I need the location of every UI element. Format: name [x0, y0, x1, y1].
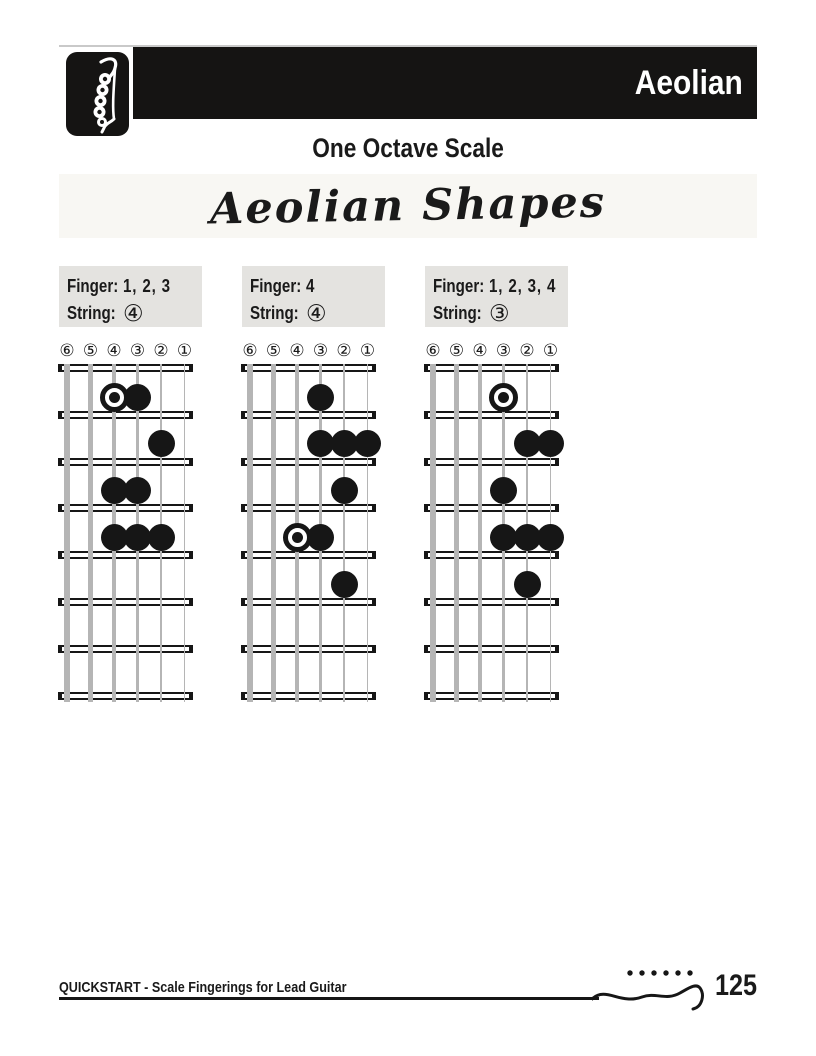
fret-wire	[242, 692, 375, 700]
fret-wire	[59, 411, 192, 419]
fret-wire	[59, 458, 192, 466]
string-number: ⑥	[242, 341, 258, 361]
fret-wire	[242, 411, 375, 419]
string-line	[343, 364, 346, 702]
fret-wire	[242, 551, 375, 559]
fingering-label-box	[59, 266, 202, 327]
fret-wire	[242, 598, 375, 606]
string-numbers	[59, 341, 192, 361]
string-number: ④	[289, 341, 305, 361]
script-title-band	[59, 174, 757, 238]
fret-wire	[425, 504, 558, 512]
chapter-header-bar	[133, 47, 757, 119]
nut	[59, 364, 192, 372]
string-row	[67, 300, 194, 327]
note-dot	[537, 430, 564, 457]
string-label: String:	[67, 303, 116, 323]
page-number: 125	[714, 969, 757, 1002]
string-number: ③	[495, 341, 512, 361]
note-dot	[124, 384, 151, 411]
note-dot	[307, 430, 334, 457]
string-number: ⑤	[82, 341, 99, 361]
string-line	[88, 364, 93, 702]
string-label: String:	[433, 303, 482, 323]
footer-rule	[59, 997, 599, 1000]
string-numbers	[242, 341, 375, 361]
fret-wire	[59, 504, 192, 512]
string-number: ⑥	[59, 341, 75, 361]
fret-wire	[242, 458, 375, 466]
scale-diagram-1	[59, 266, 209, 718]
fret-wire	[425, 692, 558, 700]
finger-row	[433, 273, 560, 300]
string-value: ④	[123, 300, 144, 327]
fret-wire	[425, 551, 558, 559]
finger-label: Finger:	[433, 276, 485, 296]
string-line	[247, 364, 253, 702]
note-dot	[514, 571, 541, 598]
string-number: ④	[106, 341, 122, 361]
fret-wire	[242, 504, 375, 512]
fret-wire	[242, 645, 375, 653]
note-dot	[124, 477, 151, 504]
finger-value: 4	[306, 276, 316, 296]
finger-label: Finger:	[67, 276, 119, 296]
string-value: ③	[489, 300, 510, 327]
string-row	[250, 300, 377, 327]
note-dot	[354, 430, 381, 457]
fretboard	[59, 364, 192, 706]
string-number: ④	[472, 341, 488, 361]
note-dot	[490, 477, 517, 504]
note-dot	[148, 524, 175, 551]
string-line	[478, 364, 483, 702]
section-title: One Octave Scale	[312, 133, 504, 163]
chapter-title: Aeolian	[634, 63, 743, 102]
string-number: ①	[542, 341, 559, 361]
finger-label: Finger:	[250, 276, 302, 296]
string-number: ③	[129, 341, 146, 361]
note-dot	[490, 524, 517, 551]
fret-wire	[59, 551, 192, 559]
string-line	[367, 364, 369, 702]
note-dot	[124, 524, 151, 551]
string-number: ②	[153, 341, 169, 361]
fret-wire	[59, 692, 192, 700]
guitar-headstock-icon	[66, 52, 129, 136]
section-title-wrap	[59, 133, 757, 164]
fret-wire	[425, 598, 558, 606]
script-title: Aeolian Shapes	[209, 177, 607, 235]
string-line	[271, 364, 276, 702]
fretboard	[242, 364, 375, 706]
string-row	[433, 300, 560, 327]
note-dot	[537, 524, 564, 551]
string-line	[64, 364, 70, 702]
fret-wire	[425, 458, 558, 466]
string-number: ⑥	[425, 341, 441, 361]
string-number: ⑤	[448, 341, 465, 361]
nut	[242, 364, 375, 372]
string-numbers	[425, 341, 558, 361]
fingering-label-box	[242, 266, 385, 327]
fingering-label-box	[425, 266, 568, 327]
fretboard	[425, 364, 558, 706]
string-line	[430, 364, 436, 702]
footer-book-title: QUICKSTART - Scale Fingerings for Lead Guitar	[59, 979, 347, 996]
note-dot	[331, 477, 358, 504]
fret-wire	[425, 645, 558, 653]
note-dot	[331, 571, 358, 598]
finger-row	[250, 273, 377, 300]
string-number: ①	[359, 341, 376, 361]
fret-wire	[59, 598, 192, 606]
string-line	[454, 364, 459, 702]
finger-row	[67, 273, 194, 300]
note-dot	[148, 430, 175, 457]
root-note-dot	[489, 383, 518, 412]
nut	[425, 364, 558, 372]
string-number: ②	[519, 341, 535, 361]
string-value: ④	[306, 300, 327, 327]
string-number: ⑤	[265, 341, 282, 361]
fret-wire	[59, 645, 192, 653]
scale-diagram-3	[425, 266, 575, 718]
fret-wire	[425, 411, 558, 419]
finger-value: 1, 2, 3	[123, 276, 171, 296]
string-number: ①	[176, 341, 193, 361]
scale-diagram-2	[242, 266, 392, 718]
note-dot	[307, 384, 334, 411]
note-dot	[307, 524, 334, 551]
string-number: ③	[312, 341, 329, 361]
string-label: String:	[250, 303, 299, 323]
string-line	[184, 364, 186, 702]
finger-value: 1, 2, 3, 4	[489, 276, 557, 296]
string-number: ②	[336, 341, 352, 361]
